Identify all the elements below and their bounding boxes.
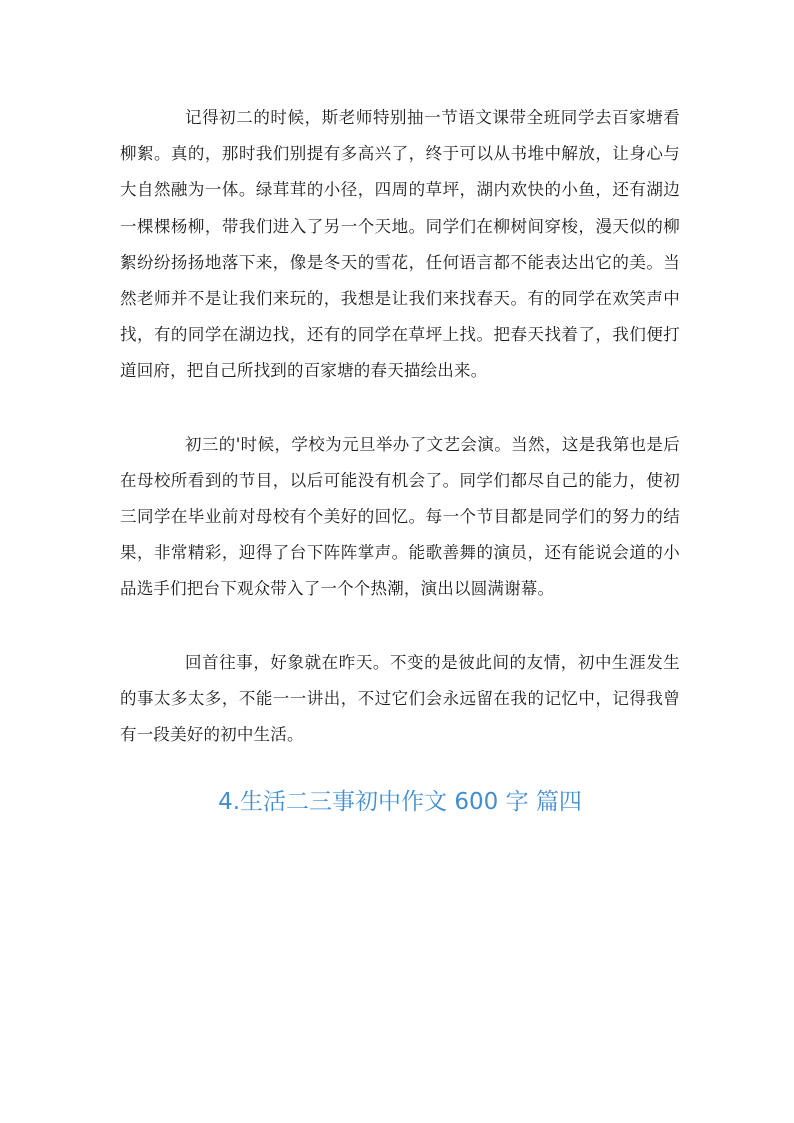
section-heading: 4.生活二三事初中作文 600 字 篇四	[218, 789, 582, 816]
document-page	[120, 100, 680, 817]
paragraph-spring-willow: 记得初二的时候，斯老师特别抽一节语文课带全班同学去百家塘看柳絮。真的，那时我们别提有多高兴了，终于可以从书堆中解放，让身心与大自然融为一体。绿茸茸的小径，四周的草坪，湖内欢快的小鱼，还有湖边一棵棵杨柳，带我们进入了另一个天地。同学们在柳树间穿梭，漫天似的柳絮纷纷扬扬地落下来，像是冬天的雪花，任何语言都不能表达出它的美。当然老师并不是让我们来玩的，我想是让我们来找春天。有的同学在欢笑声中找，有的同学在湖边找，还有的同学在草坪上找。把春天找着了，我们便打道回府，把自己所找到的百家塘的春天描绘出来。	[120, 108, 680, 381]
paragraph-looking-back: 回首往事，好象就在昨天。不变的是彼此间的友情，初中生涯发生的事太多太多，不能一一讲出，不过它们会永远留在我的记忆中，记得我曾有一段美好的初中生活。	[120, 652, 680, 745]
paragraph-new-year-performance: 初三的'时候，学校为元旦举办了文艺会演。当然，这是我第也是后在母校所看到的节目，以后可能没有机会了。同学们都尽自己的能力，使初三同学在毕业前对母校有个美好的回忆。每一个节目都是同学们的努力的结果，非常精彩，迎得了台下阵阵掌声。能歌善舞的演员，还有能说会道的小品选手们把台下观众带入了一个个热潮，演出以圆满谢幕。	[120, 434, 680, 599]
